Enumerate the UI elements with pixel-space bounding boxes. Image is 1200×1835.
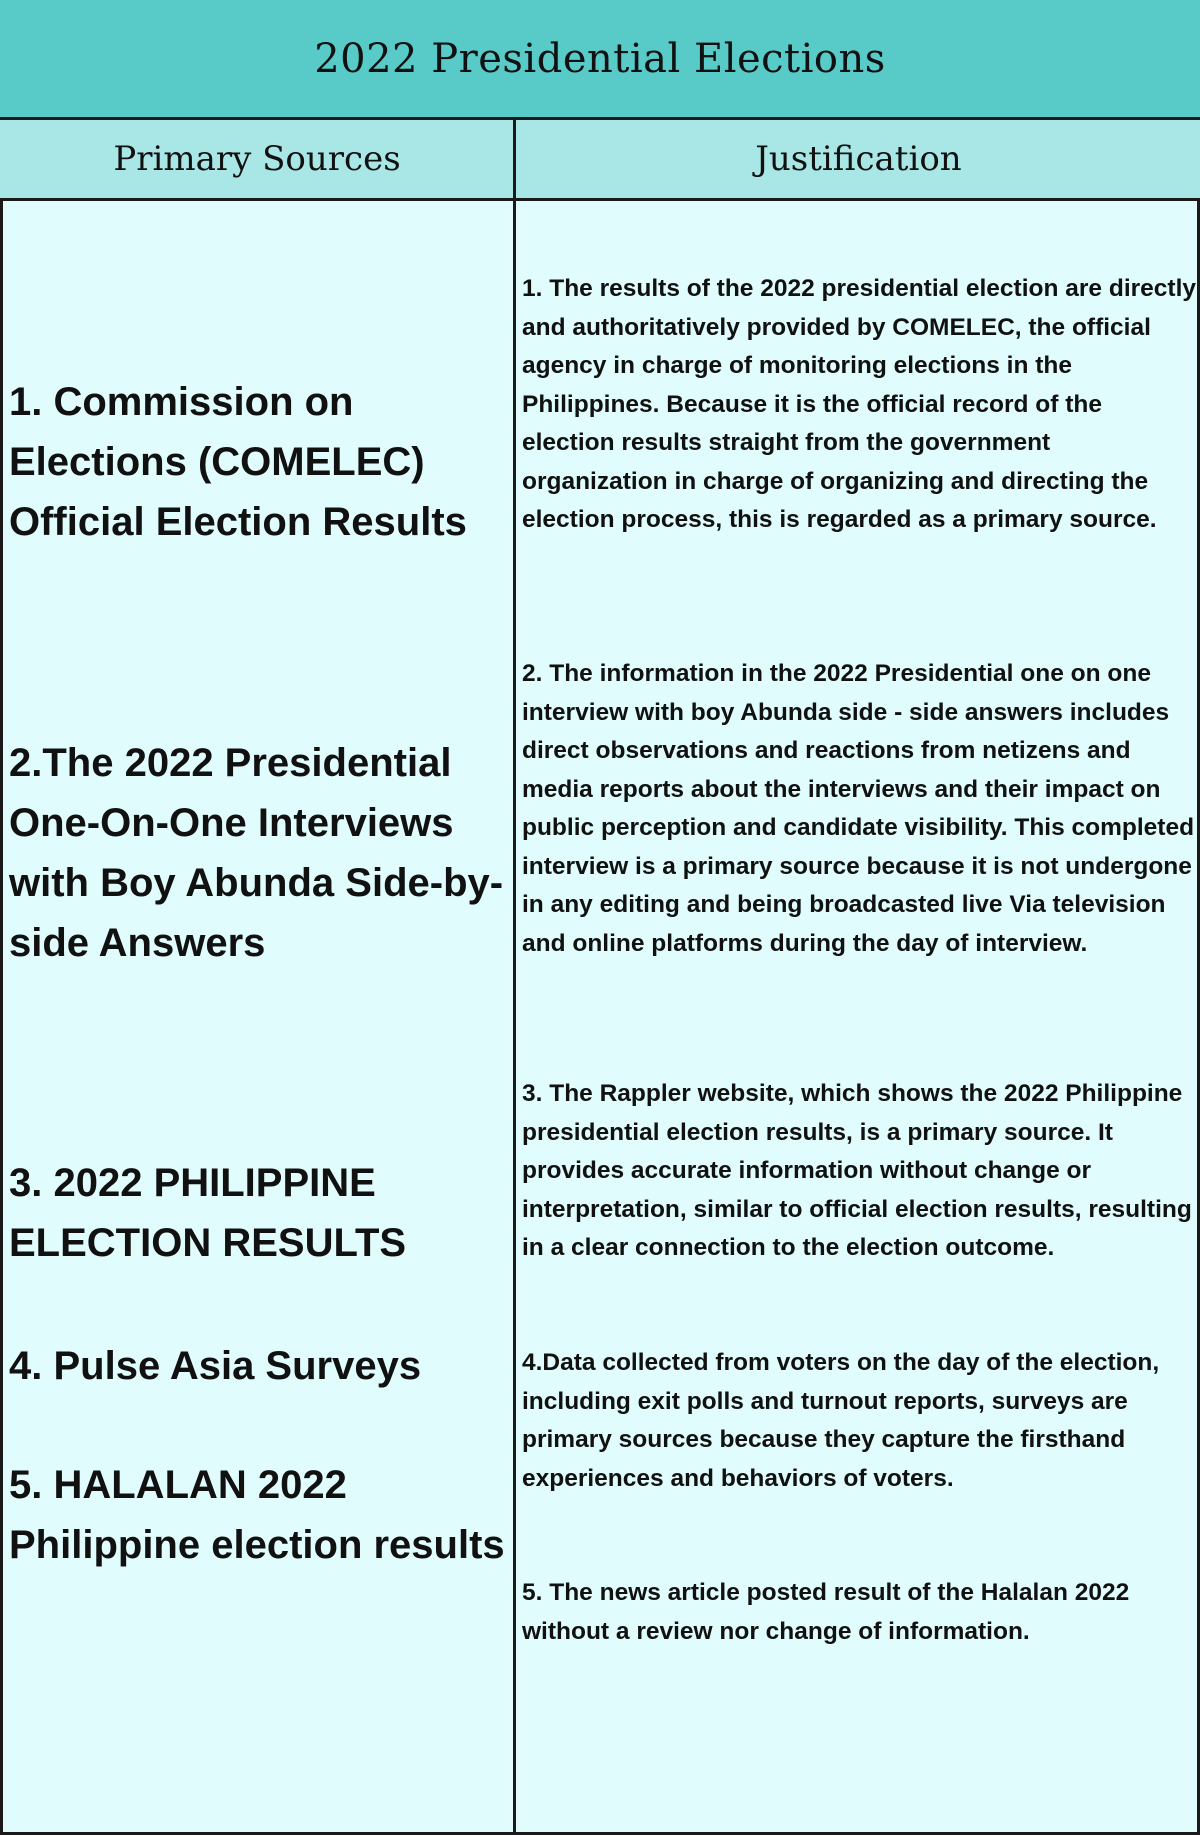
- header-primary-sources: Primary Sources: [113, 139, 401, 179]
- source-item-3: 3. 2022 PHILIPPINE ELECTION RESULTS: [9, 1161, 407, 1265]
- source-item-1: 1. Commission on Elections (COMELEC) Official Election Results: [9, 380, 467, 544]
- justification-item-5: 5. The news article posted result of the Halalan 2022 without a review nor change of information.: [522, 1579, 1130, 1645]
- justification-item-3: 3. The Rappler website, which shows the 2022 Philippine presidential election results, is a primary source. It provides accurate information without change or interpretation, similar to official election results, resulting in a clear connection to the election outcome.: [522, 1080, 1192, 1261]
- source-item-4: 4. Pulse Asia Surveys: [9, 1344, 422, 1388]
- title-bar: [0, 0, 1200, 120]
- justification-item-2: 2. The information in the 2022 Presidential one on one interview with boy Abunda side - side answers includes direct observations and reactions from netizens and media reports about the interviews and their impact on public perception and candidate visibility. This completed interview is a primary source because it is not undergone in any editing and being broadcasted live Via television and online platforms during the day of interview.: [522, 660, 1195, 957]
- source-item-5: 5. HALALAN 2022 Philippine election results: [9, 1463, 505, 1567]
- justification-item-4: 4.Data collected from voters on the day of the election, including exit polls and turnout reports, surveys are primary sources because they capture the firsthand experiences and behaviors of voters.: [522, 1349, 1160, 1492]
- header-row: [0, 120, 1200, 201]
- header-justification: Justification: [755, 139, 962, 179]
- page-title: 2022 Presidential Elections: [314, 35, 886, 82]
- column-divider: [513, 120, 516, 1835]
- source-item-2: 2.The 2022 Presidential One-On-One Interviews with Boy Abunda Side-by-side Answers: [9, 741, 504, 965]
- justification-item-1: 1. The results of the 2022 presidential election are directly and authoritatively provided by COMELEC, the official agency in charge of monitoring elections in the Philippines. Because it is the official record of the election results straight from the government organization in charge of organizing and directing the election process, this is regarded as a primary source.: [522, 275, 1197, 533]
